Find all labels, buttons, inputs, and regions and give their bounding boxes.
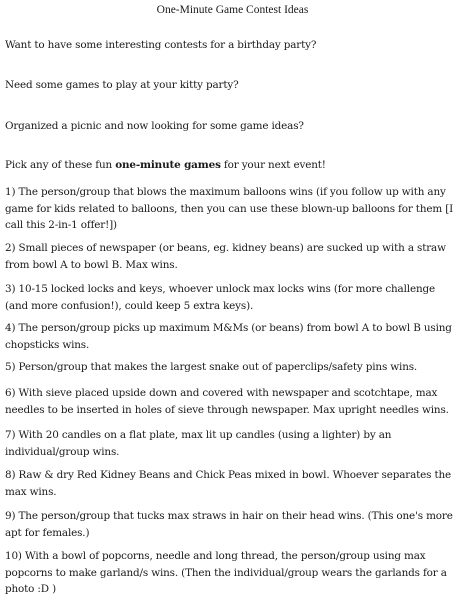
game-item-5: 5) Person/group that makes the largest snake out of paperclips/safety pins wins. — [5, 361, 418, 373]
intro-kitty-party: Need some games to play at your kitty party? — [5, 79, 239, 91]
game-item-1: 1) The person/group that blows the maximum balloons wins (if you follow up with any game for kids related to balloons, then you can use these blown-up balloons for them [I call this 2-in-1 offer!]) — [5, 186, 454, 231]
game-item-4: 4) The person/group picks up maximum M&Ms (or beans) from bowl A to bowl B using chopsticks wins. — [5, 322, 452, 351]
intro-birthday: Want to have some interesting contests for a birthday party? — [5, 39, 317, 51]
game-item-8: 8) Raw & dry Red Kidney Beans and Chick Peas mixed in bowl. Whoever separates the max wins. — [5, 469, 452, 498]
game-item-10: 10) With a bowl of popcorns, needle and long thread, the person/group using max popcorns to make garland/s wins. (Then the individual/group wears the garlands for a photo :D ) — [5, 550, 447, 595]
intro-picnic: Organized a picnic and now looking for some game ideas? — [5, 120, 304, 132]
game-item-3: 3) 10-15 locked locks and keys, whoever unlock max locks wins (for more challenge (and more confusion!), could keep 5 extra keys). — [5, 283, 435, 312]
lead-sentence — [5, 157, 461, 174]
game-item-7: 7) With 20 candles on a flat plate, max lit up candles (using a lighter) by an individual/group wins. — [5, 429, 392, 458]
lead-before: Pick any of these fun — [5, 159, 116, 171]
game-item-2: 2) Small pieces of newspaper (or beans, eg. kidney beans) are sucked up with a straw from bowl A to bowl B. Max wins. — [5, 242, 446, 271]
game-item-9: 9) The person/group that tucks max straws in hair on their head wins. (This one's more apt for females.) — [5, 510, 453, 539]
game-item-6: 6) With sieve placed upside down and covered with newspaper and scotchtape, max needles to be inserted in holes of sieve through newspaper. Max upright needles wins. — [5, 387, 449, 416]
page-title: One-Minute Game Contest Ideas — [156, 4, 309, 16]
lead-after: for your next event! — [220, 159, 326, 171]
lead-bold: one-minute games — [115, 159, 221, 171]
